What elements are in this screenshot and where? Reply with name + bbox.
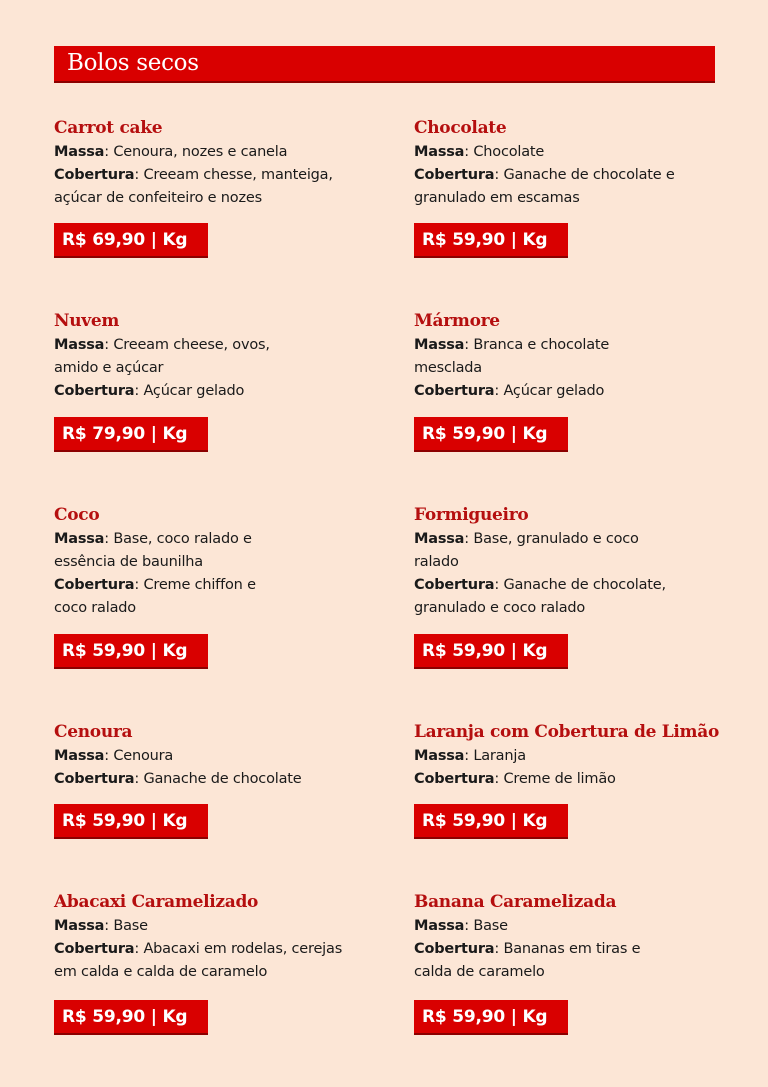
massa-value: : Cenoura	[104, 748, 174, 764]
price-tag: R$ 59,90 | Kg	[414, 634, 568, 669]
item-cobertura	[414, 938, 664, 984]
item-cobertura	[54, 938, 364, 984]
massa-value: : Branca e chocolate mesclada	[414, 337, 610, 376]
massa-label: Massa	[54, 918, 105, 934]
cobertura-value: : Ganache de chocolate e granulado em escamas	[414, 167, 675, 206]
item-massa	[54, 915, 364, 938]
cobertura-value: : Açúcar gelado	[134, 383, 245, 399]
menu-item-carrot-cake	[54, 117, 374, 262]
item-cobertura	[414, 768, 714, 791]
massa-label: Massa	[54, 337, 105, 353]
cobertura-label: Cobertura	[414, 771, 495, 787]
item-cobertura	[54, 574, 284, 620]
cobertura-value: : Ganache de chocolate, granulado e coco ralado	[414, 577, 666, 616]
item-name: Coco	[54, 505, 100, 525]
item-name: Laranja com Cobertura de Limão	[414, 722, 719, 742]
price-tag: R$ 59,90 | Kg	[414, 417, 568, 452]
menu-item-chocolate	[414, 117, 734, 262]
massa-label: Massa	[414, 748, 465, 764]
item-massa	[414, 141, 704, 164]
cobertura-value: : Abacaxi em rodelas, cerejas em calda e calda de caramelo	[54, 941, 343, 980]
item-cobertura	[54, 380, 364, 403]
cobertura-label: Cobertura	[414, 577, 495, 593]
massa-label: Massa	[414, 918, 465, 934]
cobertura-label: Cobertura	[414, 167, 495, 183]
item-name: Banana Caramelizada	[414, 892, 617, 912]
massa-label: Massa	[414, 531, 465, 547]
price-tag: R$ 59,90 | Kg	[54, 804, 208, 839]
cobertura-label: Cobertura	[414, 941, 495, 957]
massa-label: Massa	[54, 144, 105, 160]
item-massa	[54, 334, 299, 380]
price-tag: R$ 79,90 | Kg	[54, 417, 208, 452]
massa-label: Massa	[414, 337, 465, 353]
item-cobertura	[414, 164, 704, 210]
item-name: Chocolate	[414, 118, 507, 138]
cobertura-label: Cobertura	[414, 383, 495, 399]
massa-label: Massa	[414, 144, 465, 160]
massa-label: Massa	[54, 531, 105, 547]
menu-item-marmore	[414, 310, 734, 455]
massa-value: : Cenoura, nozes e canela	[104, 144, 288, 160]
menu-item-banana	[414, 891, 734, 1036]
cobertura-label: Cobertura	[54, 771, 135, 787]
massa-value: : Laranja	[464, 748, 526, 764]
massa-label: Massa	[54, 748, 105, 764]
cobertura-value: : Ganache de chocolate	[134, 771, 302, 787]
item-massa	[414, 745, 714, 768]
item-massa	[414, 528, 664, 574]
item-cobertura	[414, 380, 704, 403]
item-massa	[414, 334, 649, 380]
item-cobertura	[414, 574, 714, 620]
item-name: Cenoura	[54, 722, 133, 742]
massa-value: : Base, granulado e coco ralado	[414, 531, 639, 570]
item-massa	[54, 528, 284, 574]
cobertura-value: : Creme chiffon e coco ralado	[54, 577, 256, 616]
menu-item-formigueiro	[414, 504, 734, 672]
item-name: Mármore	[414, 311, 500, 331]
cobertura-value: : Creme de limão	[494, 771, 616, 787]
item-massa	[414, 915, 664, 938]
cobertura-value: : Açúcar gelado	[494, 383, 605, 399]
item-name: Nuvem	[54, 311, 120, 331]
menu-item-abacaxi	[54, 891, 374, 1036]
massa-value: : Base	[104, 918, 148, 934]
massa-value: : Base, coco ralado e essência de baunilha	[54, 531, 252, 570]
section-title: Bolos secos	[67, 50, 199, 76]
item-name: Abacaxi Caramelizado	[54, 892, 259, 912]
cobertura-label: Cobertura	[54, 167, 135, 183]
massa-value: : Base	[464, 918, 508, 934]
massa-value: : Chocolate	[464, 144, 545, 160]
item-massa	[54, 141, 364, 164]
cobertura-label: Cobertura	[54, 941, 135, 957]
menu-item-coco	[54, 504, 374, 672]
price-tag: R$ 59,90 | Kg	[54, 1000, 208, 1035]
item-cobertura	[54, 164, 364, 210]
item-name: Carrot cake	[54, 118, 163, 138]
item-massa	[54, 745, 364, 768]
cobertura-label: Cobertura	[54, 577, 135, 593]
massa-value: : Creeam cheese, ovos, amido e açúcar	[54, 337, 270, 376]
cobertura-value: : Creeam chesse, manteiga, açúcar de confeiteiro e nozes	[54, 167, 333, 206]
menu-item-cenoura	[54, 721, 374, 841]
price-tag: R$ 59,90 | Kg	[414, 223, 568, 258]
section-header	[54, 46, 715, 83]
item-name: Formigueiro	[414, 505, 529, 525]
price-tag: R$ 69,90 | Kg	[54, 223, 208, 258]
cobertura-value: : Bananas em tiras e calda de caramelo	[414, 941, 641, 980]
price-tag: R$ 59,90 | Kg	[414, 1000, 568, 1035]
item-cobertura	[54, 768, 364, 791]
price-tag: R$ 59,90 | Kg	[414, 804, 568, 839]
price-tag: R$ 59,90 | Kg	[54, 634, 208, 669]
cobertura-label: Cobertura	[54, 383, 135, 399]
menu-item-nuvem	[54, 310, 374, 455]
menu-item-laranja	[414, 721, 734, 841]
